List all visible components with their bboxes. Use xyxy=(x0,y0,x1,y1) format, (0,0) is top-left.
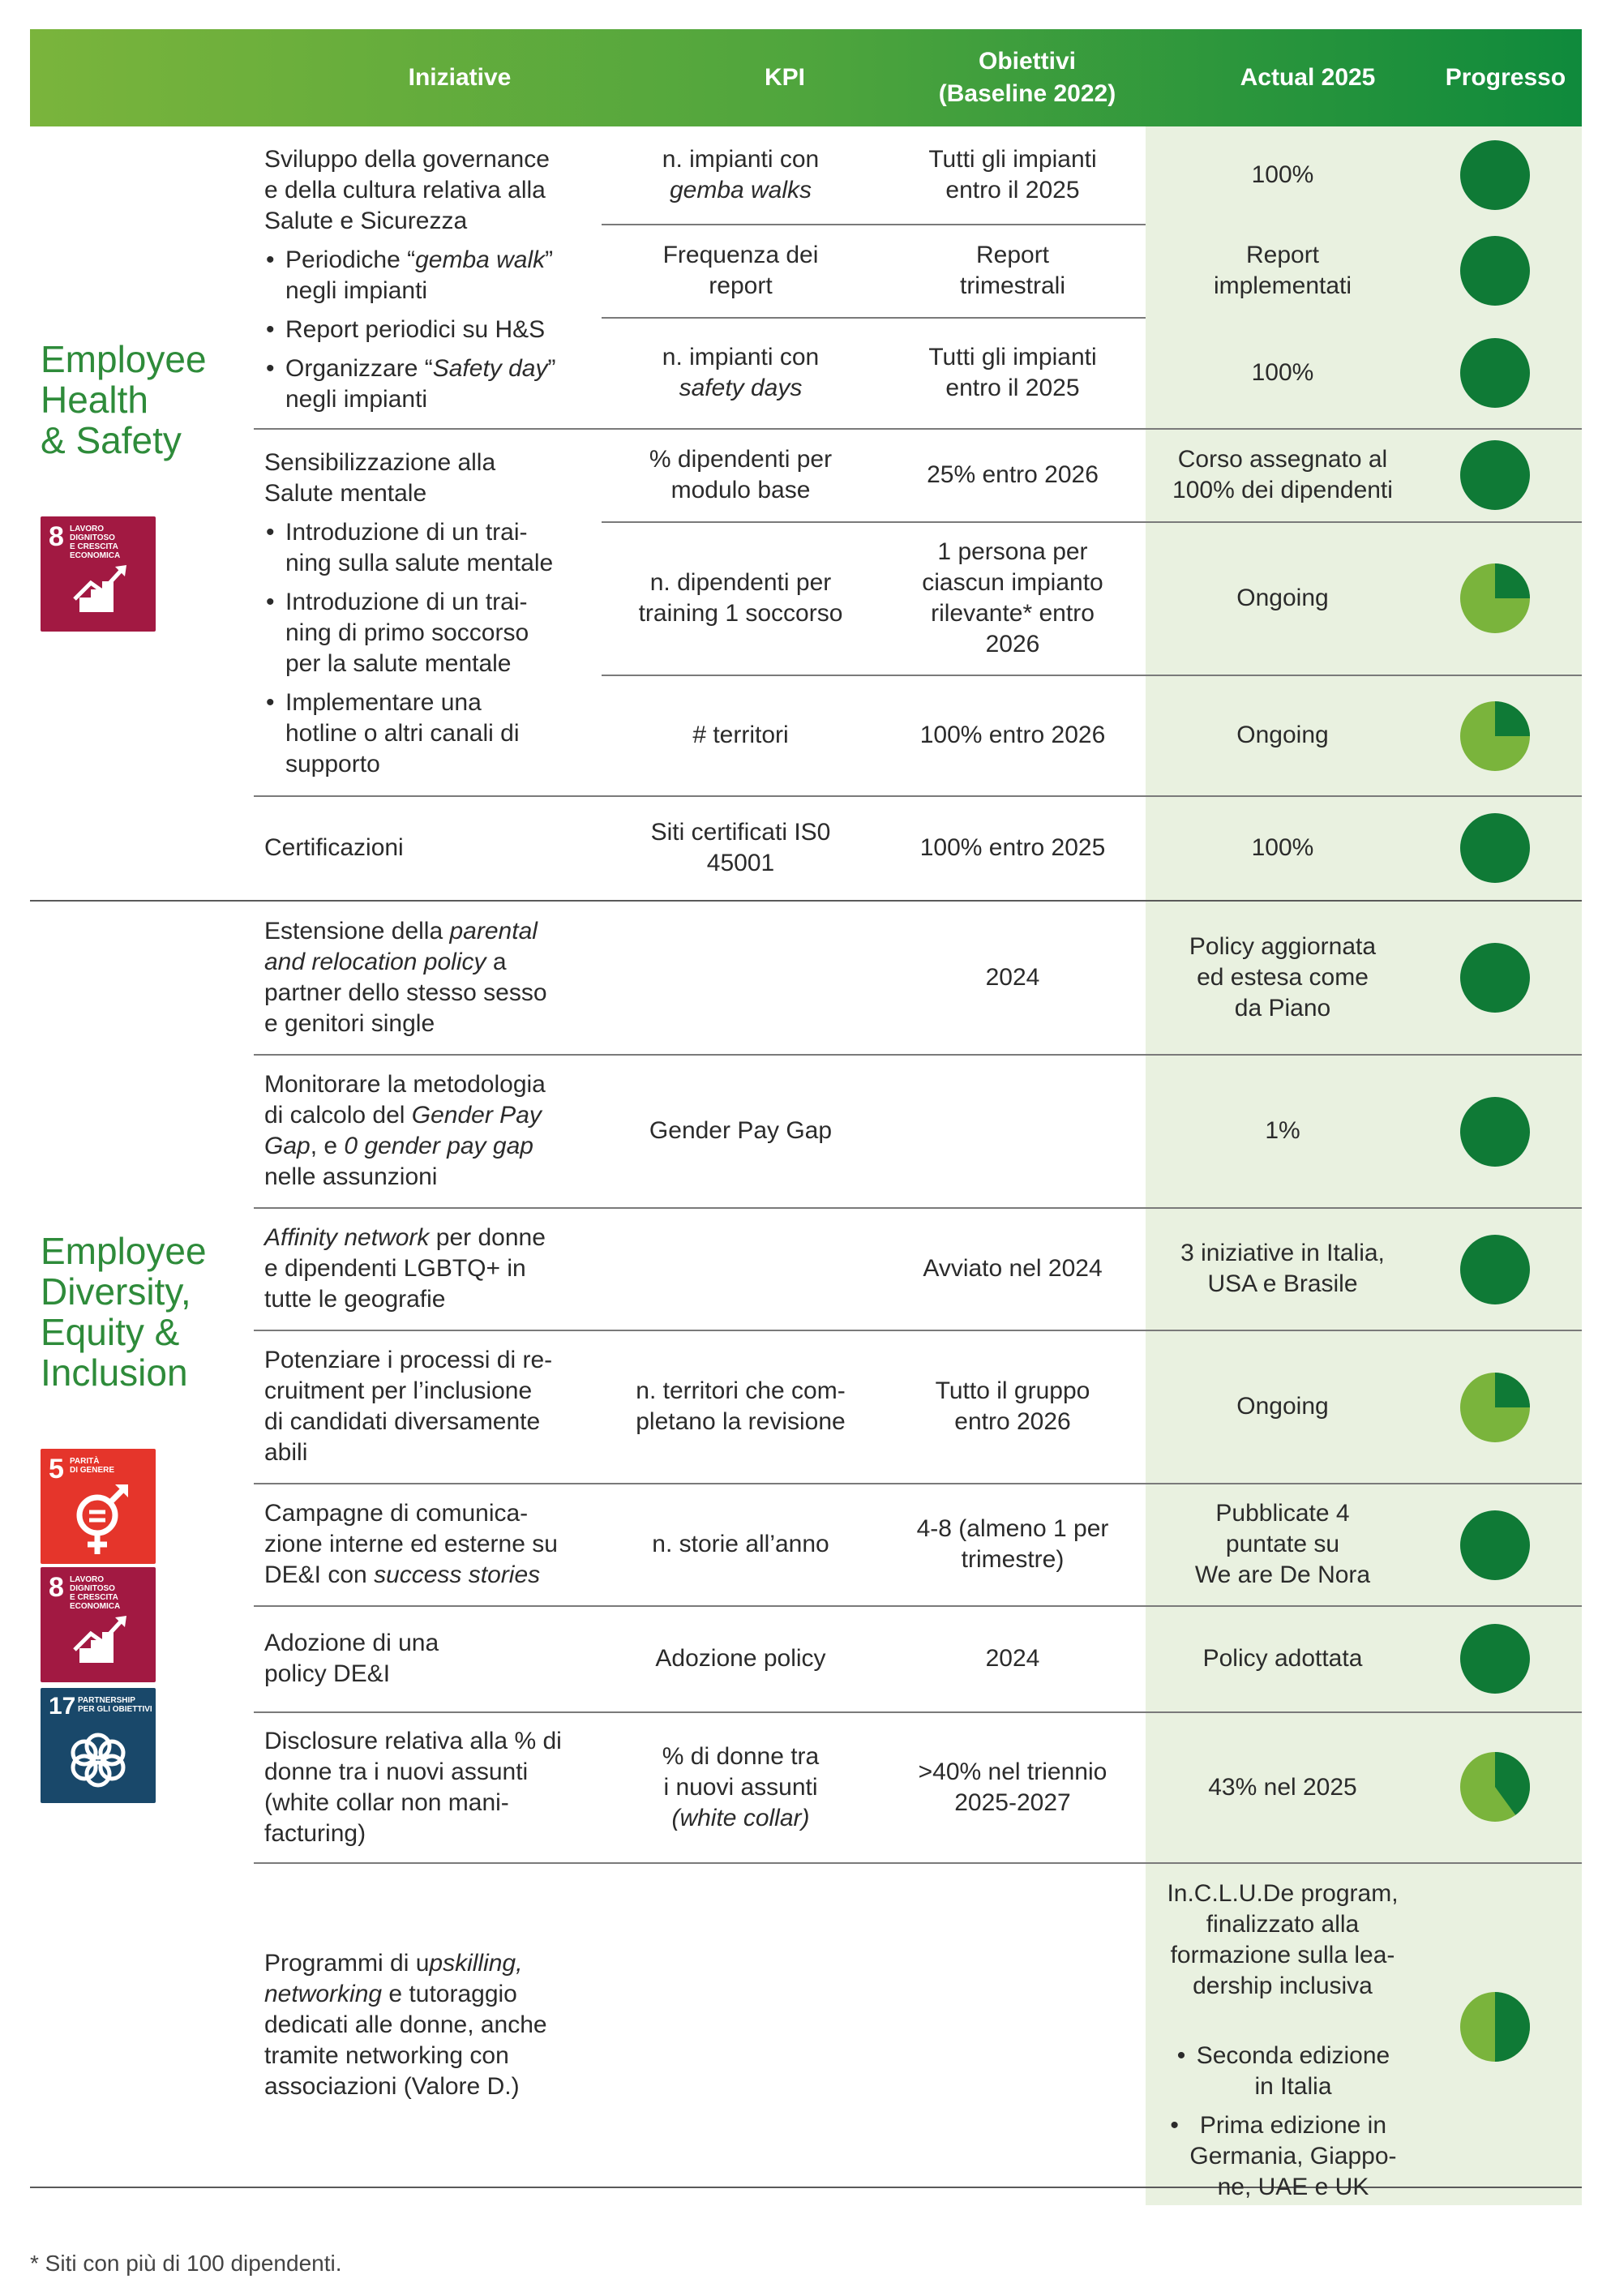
pie-full-slice xyxy=(1460,1510,1530,1580)
progress-pie xyxy=(1459,1234,1531,1305)
progress-pie xyxy=(1459,812,1531,884)
objective-cell: 100% entro 2025 xyxy=(919,834,1106,861)
header-actual: Actual 2025 xyxy=(1240,64,1376,91)
sdg8-icon: 8 LAVORO DIGNITOSO E CRESCITA ECONOMICA xyxy=(41,516,156,632)
actual-cell: 100% xyxy=(1251,359,1314,386)
initiative-governance: Sviluppo della governance e della cultura relativa alla Salute e Sicurezza • Periodiche “gemba walk” negli impianti • Report periodici su H&S • Organizzare “Safety day” negli impianti xyxy=(264,144,605,415)
progress-pie xyxy=(1459,235,1531,306)
initiative-mental-health: Sensibilizzazione alla Salute mentale • Introduzione di un trai- ning sulla salute mentale • Introduzione di un trai- ning di primo soccorso per la salute mentale • Implementare una hotline o altri canali di supporto xyxy=(264,448,605,780)
kpi-cell: n. impianti con safety days xyxy=(662,344,820,401)
pie-full-slice xyxy=(1460,1235,1530,1304)
pie-full-slice xyxy=(1460,236,1530,306)
progress-pie xyxy=(1459,563,1531,634)
progress-pie xyxy=(1459,1510,1531,1581)
objective-cell: 25% entro 2026 xyxy=(927,461,1099,488)
objective-cell: 2024 xyxy=(985,1645,1040,1672)
initiative-disclosure: Disclosure relativa alla % di donne tra i nuovi assunti (white collar non mani- facturing) xyxy=(264,1727,562,1847)
section-title-dei: Employee Diversity, Equity & Inclusion xyxy=(41,1230,207,1394)
initiative-certificazioni: Certificazioni xyxy=(264,834,404,861)
pie-full-slice xyxy=(1460,1624,1530,1694)
objective-cell: Tutti gli impianti entro il 2025 xyxy=(928,344,1097,401)
kpi-cell: Gender Pay Gap xyxy=(649,1117,833,1144)
actual-cell: 43% nel 2025 xyxy=(1208,1773,1357,1801)
kpi-cell: Adozione policy xyxy=(655,1645,826,1672)
initiative-gender-pay-gap: Monitorare la metodologia di calcolo del Gender Pay Gap, e 0 gender pay gap nelle assunzioni xyxy=(264,1071,546,1190)
sdg5-icon: 5 PARITÀ DI GENERE xyxy=(41,1449,156,1564)
header-progresso: Progresso xyxy=(1445,64,1566,91)
actual-cell: Policy aggiornata ed estesa come da Piano xyxy=(1189,932,1377,1022)
objective-cell: Tutto il gruppo entro 2026 xyxy=(935,1377,1090,1435)
progress-pie xyxy=(1459,337,1531,409)
initiative-dei-policy: Adozione di una policy DE&I xyxy=(264,1630,439,1687)
header-kpi: KPI xyxy=(764,64,805,91)
header-obiettivi: Obiettivi (Baseline 2022) xyxy=(938,48,1116,107)
progress-pie xyxy=(1459,700,1531,772)
progress-pie xyxy=(1459,1751,1531,1823)
actual-cell: Ongoing xyxy=(1236,722,1329,748)
progress-pie xyxy=(1459,1623,1531,1694)
actual-cell: 3 iniziative in Italia, USA e Brasile xyxy=(1180,1240,1385,1297)
pie-full-slice xyxy=(1460,1097,1530,1167)
initiative-recruitment: Potenziare i processi di re- cruitment per l’inclusione di candidati diversamente abili xyxy=(264,1347,553,1466)
progress-pie xyxy=(1459,1372,1531,1443)
pie-full-slice xyxy=(1460,943,1530,1013)
actual-cell: Report implementati xyxy=(1213,242,1352,299)
kpi-cell: n. territori che com- pletano la revisione xyxy=(636,1377,846,1435)
section-title-ehs: Employee Health & Safety xyxy=(41,338,207,461)
pie-completed-slice xyxy=(1495,1373,1530,1407)
kpi-cell: n. storie all’anno xyxy=(652,1531,829,1557)
initiative-parental-policy: Estensione della parental and relocation policy a partner dello stesso sesso e genitori single xyxy=(264,917,547,1037)
actual-cell: In.C.L.U.De program, finalizzato alla formazione sulla lea- dership inclusiva • Seconda edizione in Italia • Prima edizione in Germania, Giappo- ne, UAE e UK xyxy=(1146,1863,1420,2187)
actual-cell: 1% xyxy=(1265,1117,1300,1144)
pie-completed-slice xyxy=(1495,563,1530,598)
progress-pie xyxy=(1459,139,1531,211)
objective-cell: 100% entro 2026 xyxy=(919,722,1106,748)
actual-cell: 100% xyxy=(1251,161,1314,188)
pie-full-slice xyxy=(1460,140,1530,210)
pie-completed-slice xyxy=(1495,701,1530,736)
actual-cell: Corso assegnato al 100% dei dipendenti xyxy=(1172,446,1393,503)
table-header xyxy=(30,29,1582,126)
objective-cell: 4-8 (almeno 1 per trimestre) xyxy=(916,1515,1109,1573)
objective-cell: Tutti gli impianti entro il 2025 xyxy=(928,146,1097,203)
sdg17-icon: 17 PARTNERSHIP PER GLI OBIETTIVI xyxy=(41,1688,156,1803)
footnote: * Siti con più di 100 dipendenti. xyxy=(30,2251,342,2276)
objective-cell: Report trimestrali xyxy=(959,242,1065,299)
sdg8-icon: 8 LAVORO DIGNITOSO E CRESCITA ECONOMICA xyxy=(41,1567,156,1682)
progress-pie xyxy=(1459,1991,1531,2063)
kpi-cell: Frequenza dei report xyxy=(662,242,819,299)
actual-cell: Ongoing xyxy=(1236,1393,1329,1420)
progress-pie xyxy=(1459,1096,1531,1167)
progress-pie xyxy=(1459,942,1531,1013)
objective-cell: 1 persona per ciascun impianto rilevante* entro 2026 xyxy=(922,538,1103,658)
actual-cell: Policy adottata xyxy=(1202,1645,1363,1672)
kpi-cell: % di donne tra i nuovi assunti (white collar) xyxy=(662,1742,820,1831)
pie-full-slice xyxy=(1460,813,1530,883)
kpi-cell: % dipendenti per modulo base xyxy=(649,446,833,503)
objective-cell: Avviato nel 2024 xyxy=(923,1255,1103,1282)
initiative-upskilling: Programmi di upskilling, networking e tutoraggio dedicati alle donne, anche tramite networking con associazioni (Valore D.) xyxy=(264,1949,547,2100)
actual-cell: Pubblicate 4 puntate su We are De Nora xyxy=(1194,1500,1371,1588)
pie-completed-slice xyxy=(1495,1992,1530,2062)
initiative-affinity-network: Affinity network per donne e dipendenti LGBTQ+ in tutte le geografie xyxy=(264,1224,546,1313)
pie-full-slice xyxy=(1460,440,1530,510)
objective-cell: >40% nel triennio 2025-2027 xyxy=(918,1758,1107,1816)
pie-full-slice xyxy=(1460,338,1530,408)
actual-cell: Ongoing xyxy=(1236,585,1329,611)
kpi-cell: n. dipendenti per training 1 soccorso xyxy=(638,569,843,627)
kpi-cell: Siti certificati IS0 45001 xyxy=(650,819,831,876)
objective-cell: 2024 xyxy=(985,963,1040,991)
kpi-cell: # territori xyxy=(692,722,789,748)
header-iniziative: Iniziative xyxy=(408,64,512,91)
kpi-cell: n. impianti con gemba walks xyxy=(662,146,820,203)
initiative-campaigns: Campagne di comunica- zione interne ed esterne su DE&I con success stories xyxy=(264,1500,558,1588)
actual-cell: 100% xyxy=(1251,834,1314,861)
progress-pie xyxy=(1459,439,1531,511)
